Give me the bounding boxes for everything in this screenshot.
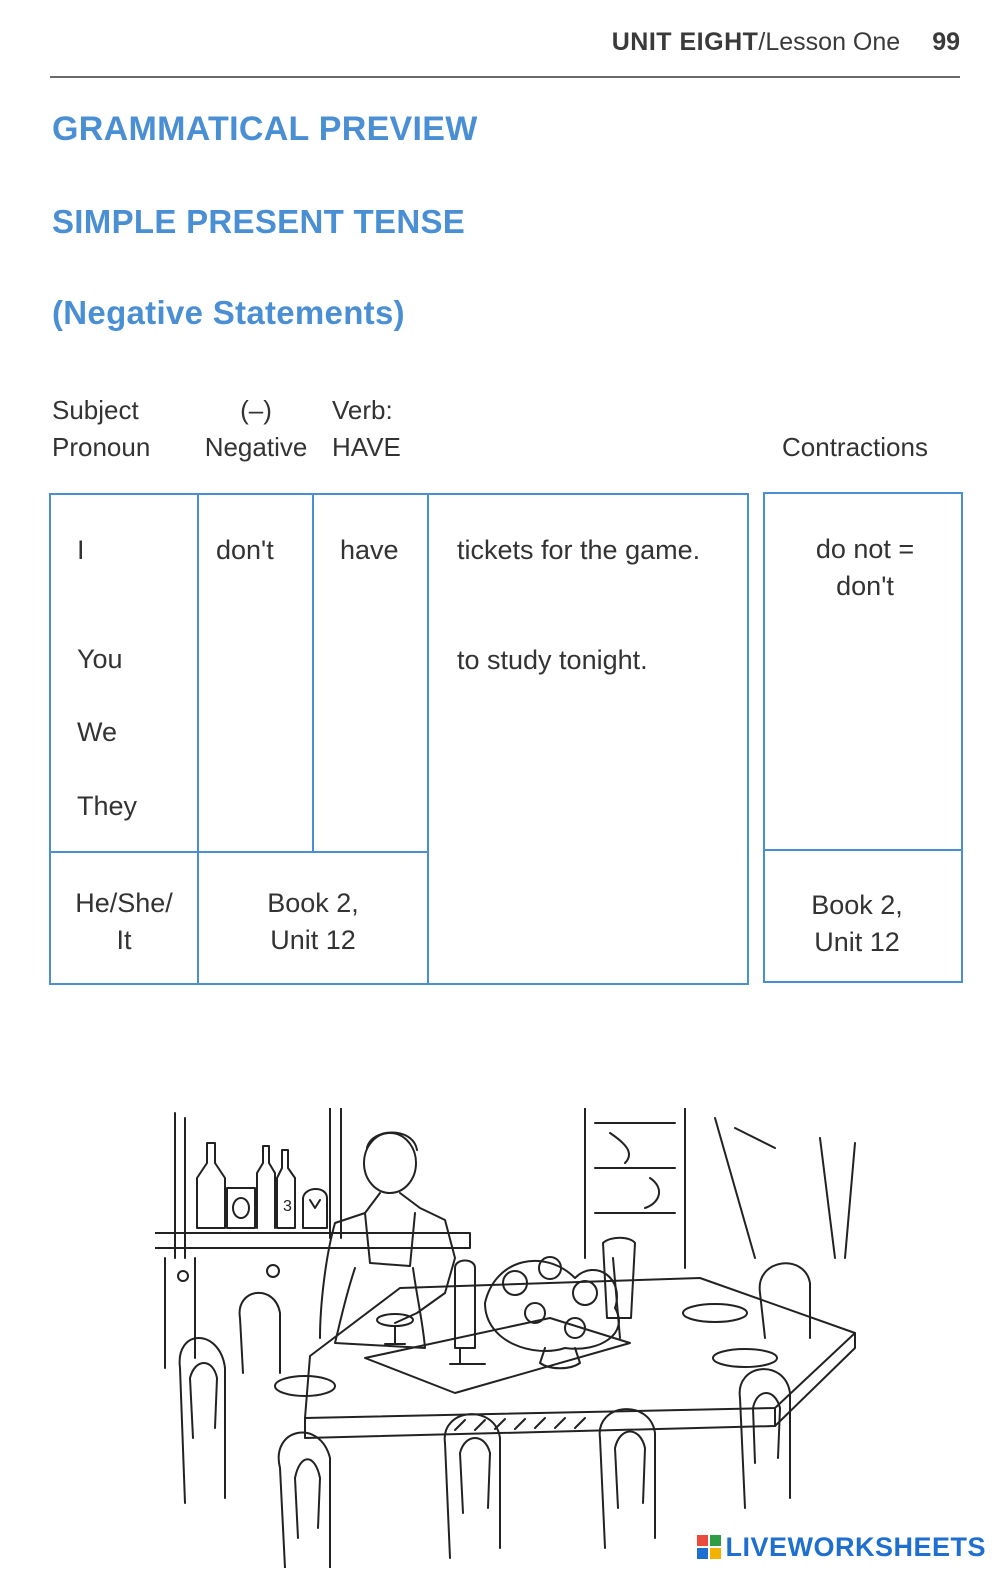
negative-cell: don't (216, 535, 274, 565)
header-separator: / (758, 28, 766, 56)
table-divider (51, 851, 427, 853)
unit-label: UNIT EIGHT (611, 28, 759, 56)
pronoun-cell: I (77, 535, 85, 565)
verb-header-line2: HAVE (332, 432, 401, 462)
tense-title: SIMPLE PRESENT TENSE (52, 203, 466, 240)
bottle-label: 3 (283, 1198, 292, 1215)
section-title: GRAMMATICAL PREVIEW (52, 110, 478, 148)
third-person-pronoun (51, 885, 197, 959)
verb-header (332, 392, 401, 466)
contraction-reference-line2: Unit 12 (814, 927, 900, 957)
negative-header-line2: Negative (204, 432, 308, 462)
contraction-reference-line1: Book 2, (811, 890, 903, 920)
table-divider (312, 495, 314, 851)
pronoun-cell: We (77, 717, 118, 747)
liveworksheets-logo-icon (697, 1535, 721, 1559)
verb-header-line1: Verb: (332, 395, 393, 425)
contraction-rule-line1: do not = (815, 534, 915, 564)
table-divider (427, 495, 429, 983)
subject-header-line1: Subject (52, 395, 139, 425)
running-header (50, 26, 960, 78)
subject-pronoun-header (52, 392, 150, 466)
third-person-line1: He/She/ (75, 888, 173, 918)
table-divider (765, 849, 961, 851)
reference-line2: Unit 12 (270, 925, 356, 955)
third-person-reference (199, 885, 427, 959)
lesson-label: Lesson One (765, 28, 901, 56)
contraction-rule-line2: don't (836, 571, 894, 601)
third-person-line2: It (116, 925, 132, 955)
page-number: 99 (932, 28, 960, 56)
contraction-rule (765, 531, 965, 605)
reference-line1: Book 2, (267, 888, 359, 918)
contraction-reference (757, 887, 957, 961)
header-right (612, 28, 960, 57)
statement-type-title: (Negative Statements) (52, 294, 405, 331)
dining-room-illustration (155, 1108, 860, 1568)
brand-name: LIVEWORKSHEETS (725, 1531, 986, 1562)
contractions-header: Contractions (782, 432, 928, 462)
brand-footer (697, 1527, 986, 1567)
contractions-table (763, 492, 963, 983)
negative-header (197, 392, 315, 466)
pronoun-cell: You (77, 644, 123, 674)
complement-cell: to study tonight. (457, 645, 648, 675)
subject-header-line2: Pronoun (52, 432, 151, 462)
grammar-table (49, 493, 749, 985)
verb-cell: have (340, 535, 399, 565)
negative-header-line1: (–) (240, 395, 272, 425)
pronoun-cell: They (77, 791, 138, 821)
complement-cell: tickets for the game. (457, 535, 701, 565)
